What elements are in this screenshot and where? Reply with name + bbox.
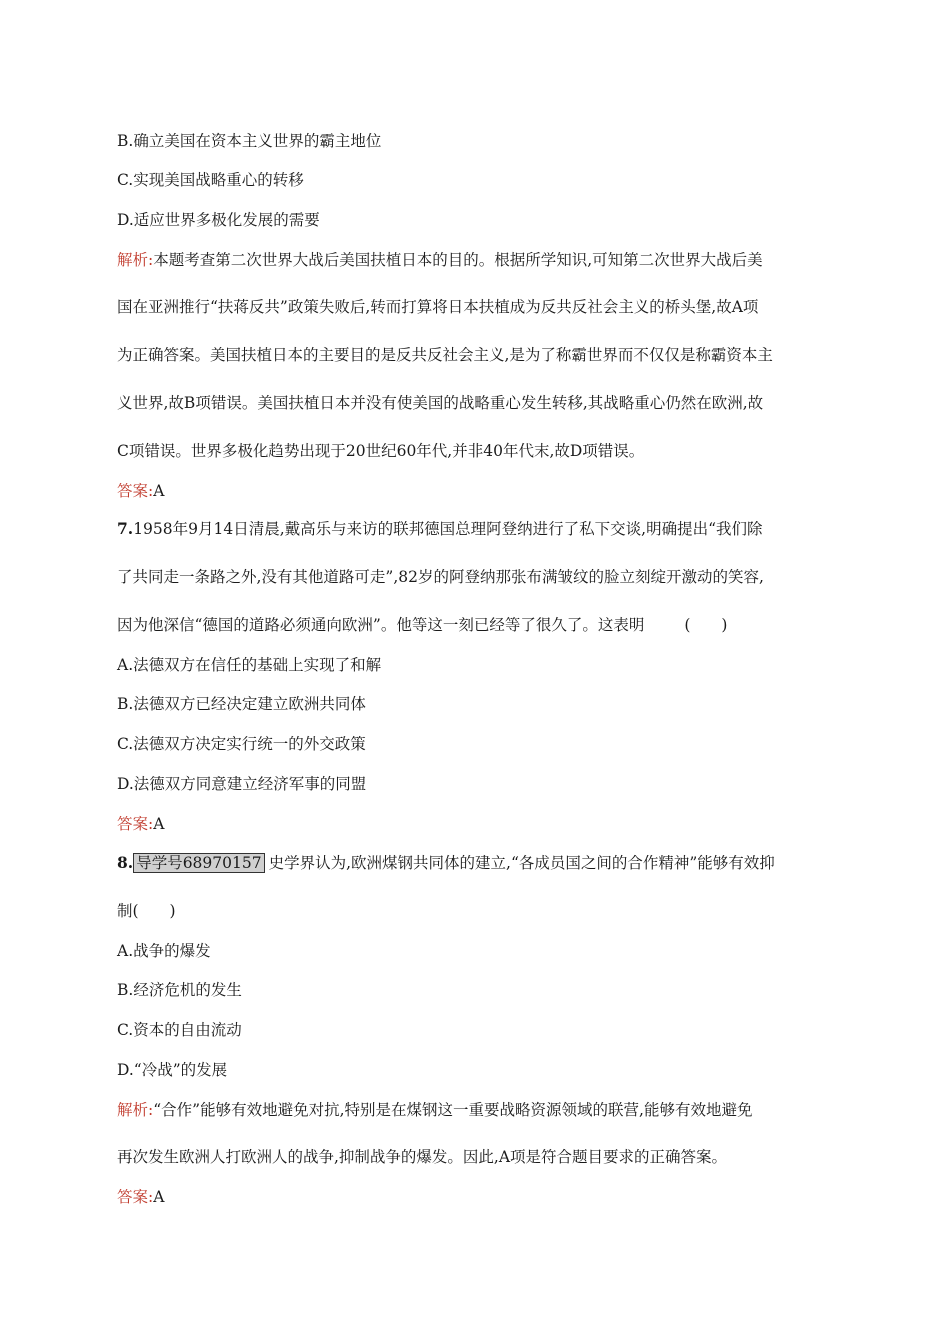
q8-option-c: C.资本的自由流动 (117, 1021, 242, 1039)
q7-stem-line-2: 了共同走一条路之外,没有其他道路可走”,82岁的阿登纳那张布满皱纹的脸立刻绽开激动的笑容, (117, 568, 764, 586)
answer-value: A (153, 815, 165, 833)
q8-analysis-line-1 (117, 1099, 752, 1121)
question-number: 7. (117, 519, 134, 538)
q7-answer (117, 813, 164, 835)
question-text: 1958年9月14日清晨,戴高乐与来访的联邦德国总理阿登纳进行了私下交谈,明确提出“我们除 (133, 520, 763, 538)
q7-stem-line-1 (117, 518, 763, 540)
analysis-label: 解析: (117, 251, 154, 269)
q8-analysis-line-2: 再次发生欧洲人打欧洲人的战争,抑制战争的爆发。因此,A项是符合题目要求的正确答案。 (117, 1148, 728, 1166)
q6-analysis-line-4: 义世界,故B项错误。美国扶植日本并没有使美国的战略重心发生转移,其战略重心仍然在欧洲,故 (117, 394, 764, 412)
question-text: 史学界认为,欧洲煤钢共同体的建立,“各成员国之间的合作精神”能够有效抑 (268, 854, 775, 872)
q7-option-c: C.法德双方决定实行统一的外交政策 (117, 735, 366, 753)
q8-option-b: B.经济危机的发生 (117, 981, 242, 999)
q8-option-a: A.战争的爆发 (117, 942, 211, 960)
q6-analysis-line-3: 为正确答案。美国扶植日本的主要目的是反共反社会主义,是为了称霸世界而不仅仅是称霸资本主 (117, 346, 773, 364)
q6-answer (117, 480, 164, 502)
q7-option-d: D.法德双方同意建立经济军事的同盟 (117, 775, 367, 793)
question-number: 8. (117, 853, 134, 872)
analysis-label: 解析: (117, 1101, 154, 1119)
q6-analysis-line-1 (117, 249, 763, 271)
q7-stem-line-3 (117, 614, 727, 636)
q6-option-b: B.确立美国在资本主义世界的霸主地位 (117, 132, 382, 150)
q8-answer (117, 1186, 164, 1208)
q8-stem-line-1 (117, 852, 775, 874)
q8-option-d: D.“冷战”的发展 (117, 1061, 228, 1079)
answer-value: A (153, 1188, 165, 1206)
analysis-text: 本题考查第二次世界大战后美国扶植日本的目的。根据所学知识,可知第二次世界大战后美 (153, 251, 763, 269)
question-text: 因为他深信“德国的道路必须通向欧洲”。他等这一刻已经等了很久了。这表明 (117, 616, 645, 634)
answer-label: 答案: (117, 1188, 154, 1206)
answer-value: A (153, 482, 165, 500)
guide-number-box: 导学号68970157 (133, 853, 264, 873)
q8-stem-line-2: 制( ) (117, 902, 176, 920)
q6-option-d: D.适应世界多极化发展的需要 (117, 211, 320, 229)
answer-label: 答案: (117, 815, 154, 833)
answer-label: 答案: (117, 482, 154, 500)
q7-option-a: A.法德双方在信任的基础上实现了和解 (117, 656, 382, 674)
q7-option-b: B.法德双方已经决定建立欧洲共同体 (117, 695, 366, 713)
q6-option-c: C.实现美国战略重心的转移 (117, 171, 304, 189)
q6-analysis-line-5: C项错误。世界多极化趋势出现于20世纪60年代,并非40年代末,故D项错误。 (117, 442, 645, 460)
q6-analysis-line-2: 国在亚洲推行“扶蒋反共”政策失败后,转而打算将日本扶植成为反共反社会主义的桥头堡,故A项 (117, 298, 759, 316)
analysis-text: “合作”能够有效地避免对抗,特别是在煤钢这一重要战略资源领域的联营,能够有效地避免 (153, 1101, 753, 1119)
answer-blank: ( ) (684, 616, 728, 634)
